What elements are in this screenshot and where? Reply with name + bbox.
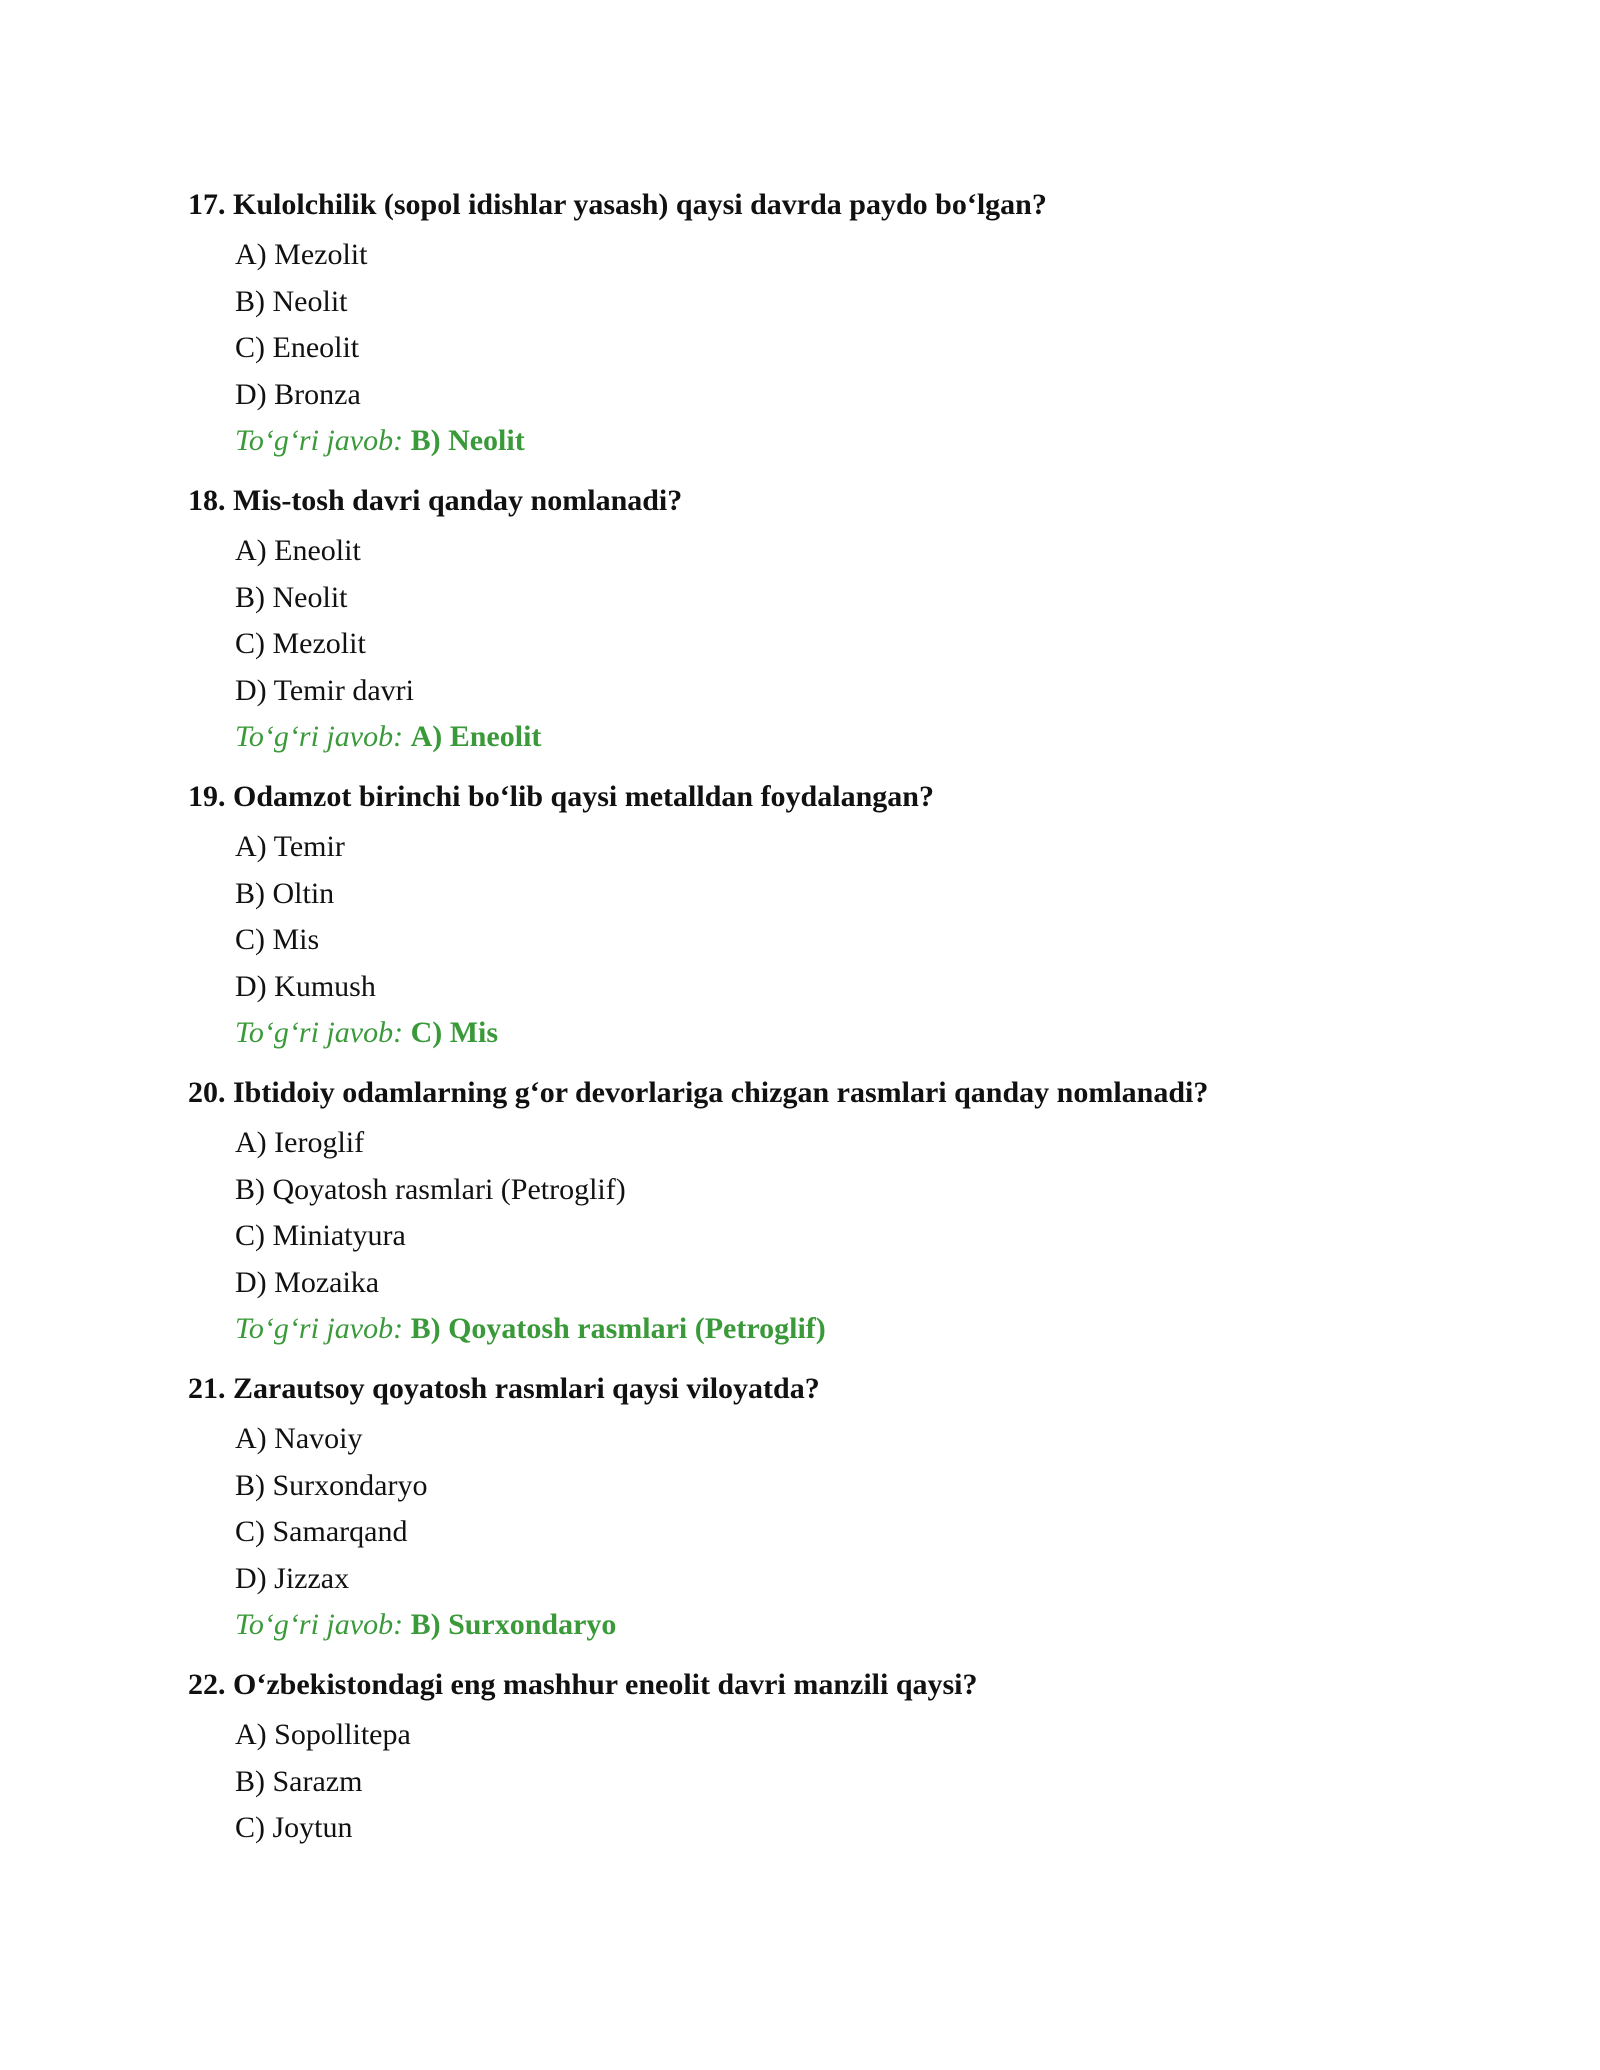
- answer-value: C) Mis: [410, 1016, 499, 1049]
- option-a: A) Mezolit: [235, 238, 368, 271]
- correct-answer: [188, 1010, 1488, 1056]
- option-b: B) Neolit: [235, 580, 348, 614]
- answer-label: To‘g‘ri javob:: [235, 1312, 404, 1345]
- option-c: C) Samarqand: [235, 1515, 408, 1548]
- option-d: D) Mozaika: [235, 1265, 380, 1299]
- option-c: C) Miniatyura: [235, 1219, 406, 1252]
- option-c: C) Mezolit: [235, 627, 366, 660]
- option-b: B) Sarazm: [235, 1764, 363, 1798]
- question-22: [188, 1662, 1488, 1852]
- option-d: D) Jizzax: [235, 1561, 350, 1595]
- option-a: A) Navoiy: [235, 1422, 363, 1455]
- answer-value: B) Qoyatosh rasmlari (Petroglif): [410, 1312, 826, 1345]
- option-b: B) Qoyatosh rasmlari (Petroglif): [235, 1172, 626, 1206]
- option-c: C) Joytun: [235, 1811, 353, 1844]
- answer-label: To‘g‘ri javob:: [235, 424, 404, 457]
- correct-answer: [188, 418, 1488, 464]
- question-title: 19. Odamzot birinchi bo‘lib qaysi metalldan foydalangan?: [188, 780, 934, 813]
- question-title: 18. Mis-tosh davri qanday nomlanadi?: [188, 484, 683, 517]
- question-18: [188, 478, 1488, 760]
- option-a: A) Ieroglif: [235, 1126, 365, 1159]
- option-d: D) Kumush: [235, 969, 376, 1003]
- question-title: 21. Zarautsoy qoyatosh rasmlari qaysi viloyatda?: [188, 1372, 820, 1405]
- option-b: B) Neolit: [235, 284, 348, 318]
- option-a: A) Temir: [235, 830, 345, 863]
- question-19: [188, 774, 1488, 1056]
- answer-label: To‘g‘ri javob:: [235, 1608, 404, 1641]
- option-d: D) Temir davri: [235, 673, 414, 707]
- answer-label: To‘g‘ri javob:: [235, 720, 404, 753]
- answer-label: To‘g‘ri javob:: [235, 1016, 404, 1049]
- answer-value: B) Neolit: [410, 424, 525, 457]
- option-c: C) Eneolit: [235, 331, 360, 364]
- question-17: [188, 182, 1488, 464]
- question-title: 20. Ibtidoiy odamlarning g‘or devorlariga chizgan rasmlari qanday nomlanadi?: [188, 1076, 1209, 1109]
- answer-value: A) Eneolit: [410, 720, 542, 753]
- option-d: D) Bronza: [235, 377, 361, 411]
- correct-answer: [188, 1602, 1488, 1648]
- option-b: B) Oltin: [235, 876, 335, 910]
- question-20: [188, 1070, 1488, 1352]
- option-a: A) Sopollitepa: [235, 1718, 411, 1751]
- answer-value: B) Surxondaryo: [410, 1608, 617, 1641]
- correct-answer: [188, 1306, 1488, 1352]
- question-title: 22. O‘zbekistondagi eng mashhur eneolit davri manzili qaysi?: [188, 1668, 978, 1701]
- question-title: 17. Kulolchilik (sopol idishlar yasash) qaysi davrda paydo bo‘lgan?: [188, 188, 1047, 221]
- option-c: C) Mis: [235, 923, 320, 956]
- question-21: [188, 1366, 1488, 1648]
- correct-answer: [188, 714, 1488, 760]
- option-b: B) Surxondaryo: [235, 1468, 428, 1502]
- option-a: A) Eneolit: [235, 534, 361, 567]
